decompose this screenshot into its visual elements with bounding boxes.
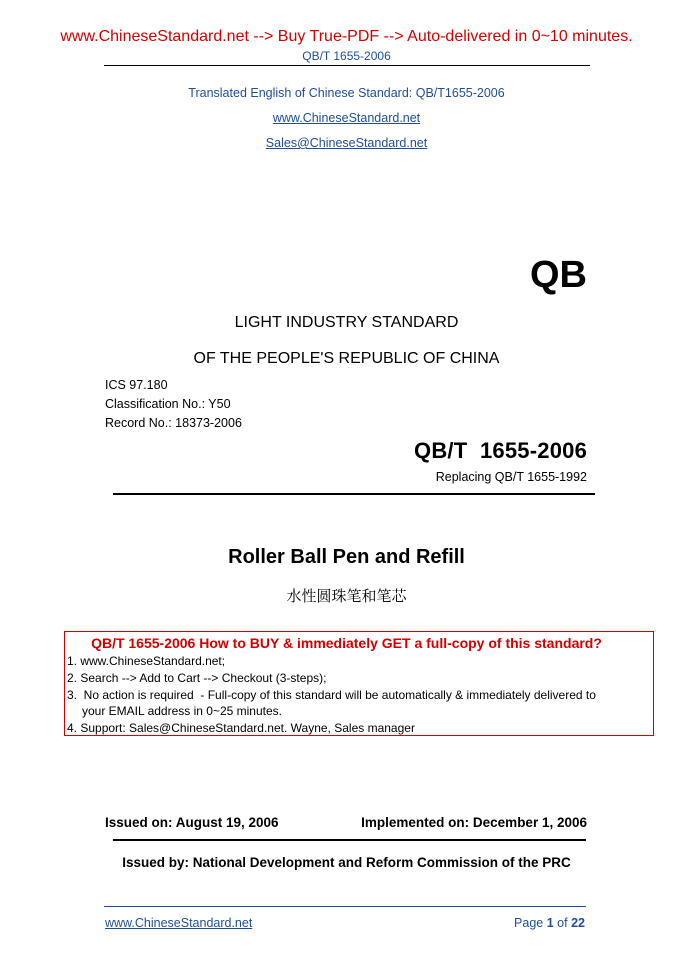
page-of: of [557, 916, 568, 930]
purchase-step-4: 4. Support: Sales@ChineseStandard.net. Wayne, Sales manager [67, 721, 415, 735]
industry-line-1: LIGHT INDUSTRY STANDARD [234, 314, 459, 331]
email-row [0, 136, 693, 150]
document-title-chinese: 水性圆珠笔和笔芯 [286, 587, 407, 605]
industry-line-2: OF THE PEOPLE'S REPUBLIC OF CHINA [193, 350, 500, 367]
issue-divider [113, 839, 586, 841]
document-title: Roller Ball Pen and Refill [228, 546, 465, 568]
issuing-authority: Issued by: National Development and Reform Commission of the PRC [122, 855, 571, 870]
page-total: 22 [571, 916, 585, 930]
replacing-note: Replacing QB/T 1655-1992 [435, 470, 587, 484]
standard-code: QB/T 1655-2006 [414, 438, 587, 463]
purchase-step-1: 1. www.ChineseStandard.net; [67, 654, 226, 668]
ics-number: ICS 97.180 [105, 378, 168, 392]
footer-divider [104, 906, 586, 907]
title-divider [113, 493, 595, 495]
footer-website-link[interactable]: www.ChineseStandard.net [105, 916, 253, 930]
purchase-step-3: 3. No action is required - Full-copy of this standard will be automatically & immediately delivered to [67, 688, 596, 702]
purchase-step-3-continued: your EMAIL address in 0~25 minutes. [82, 704, 282, 718]
purchase-heading: QB/T 1655-2006 How to BUY & immediately GET a full-copy of this standard? [91, 635, 602, 651]
record-number: Record No.: 18373-2006 [105, 416, 242, 430]
page-label: Page [514, 916, 544, 930]
website-row [0, 111, 693, 125]
page-current: 1 [546, 916, 554, 930]
footer-website-row [105, 916, 252, 930]
implementation-date: Implemented on: December 1, 2006 [361, 815, 587, 830]
header-standard-code: QB/T 1655-2006 [302, 49, 391, 63]
standard-mark: QB [530, 254, 587, 296]
issue-date: Issued on: August 19, 2006 [105, 815, 279, 830]
translation-notice: Translated English of Chinese Standard: QB/T1655-2006 [188, 86, 505, 100]
page-indicator [514, 916, 585, 930]
sales-email-link[interactable]: Sales@ChineseStandard.net [265, 136, 428, 150]
promo-banner[interactable]: www.ChineseStandard.net --> Buy True-PDF --> Auto-delivered in 0~10 minutes. [60, 28, 633, 45]
website-link[interactable]: www.ChineseStandard.net [272, 111, 421, 125]
classification-number: Classification No.: Y50 [105, 397, 231, 411]
header-divider [104, 65, 590, 66]
purchase-step-2: 2. Search --> Add to Cart --> Checkout (3-steps); [67, 671, 327, 685]
